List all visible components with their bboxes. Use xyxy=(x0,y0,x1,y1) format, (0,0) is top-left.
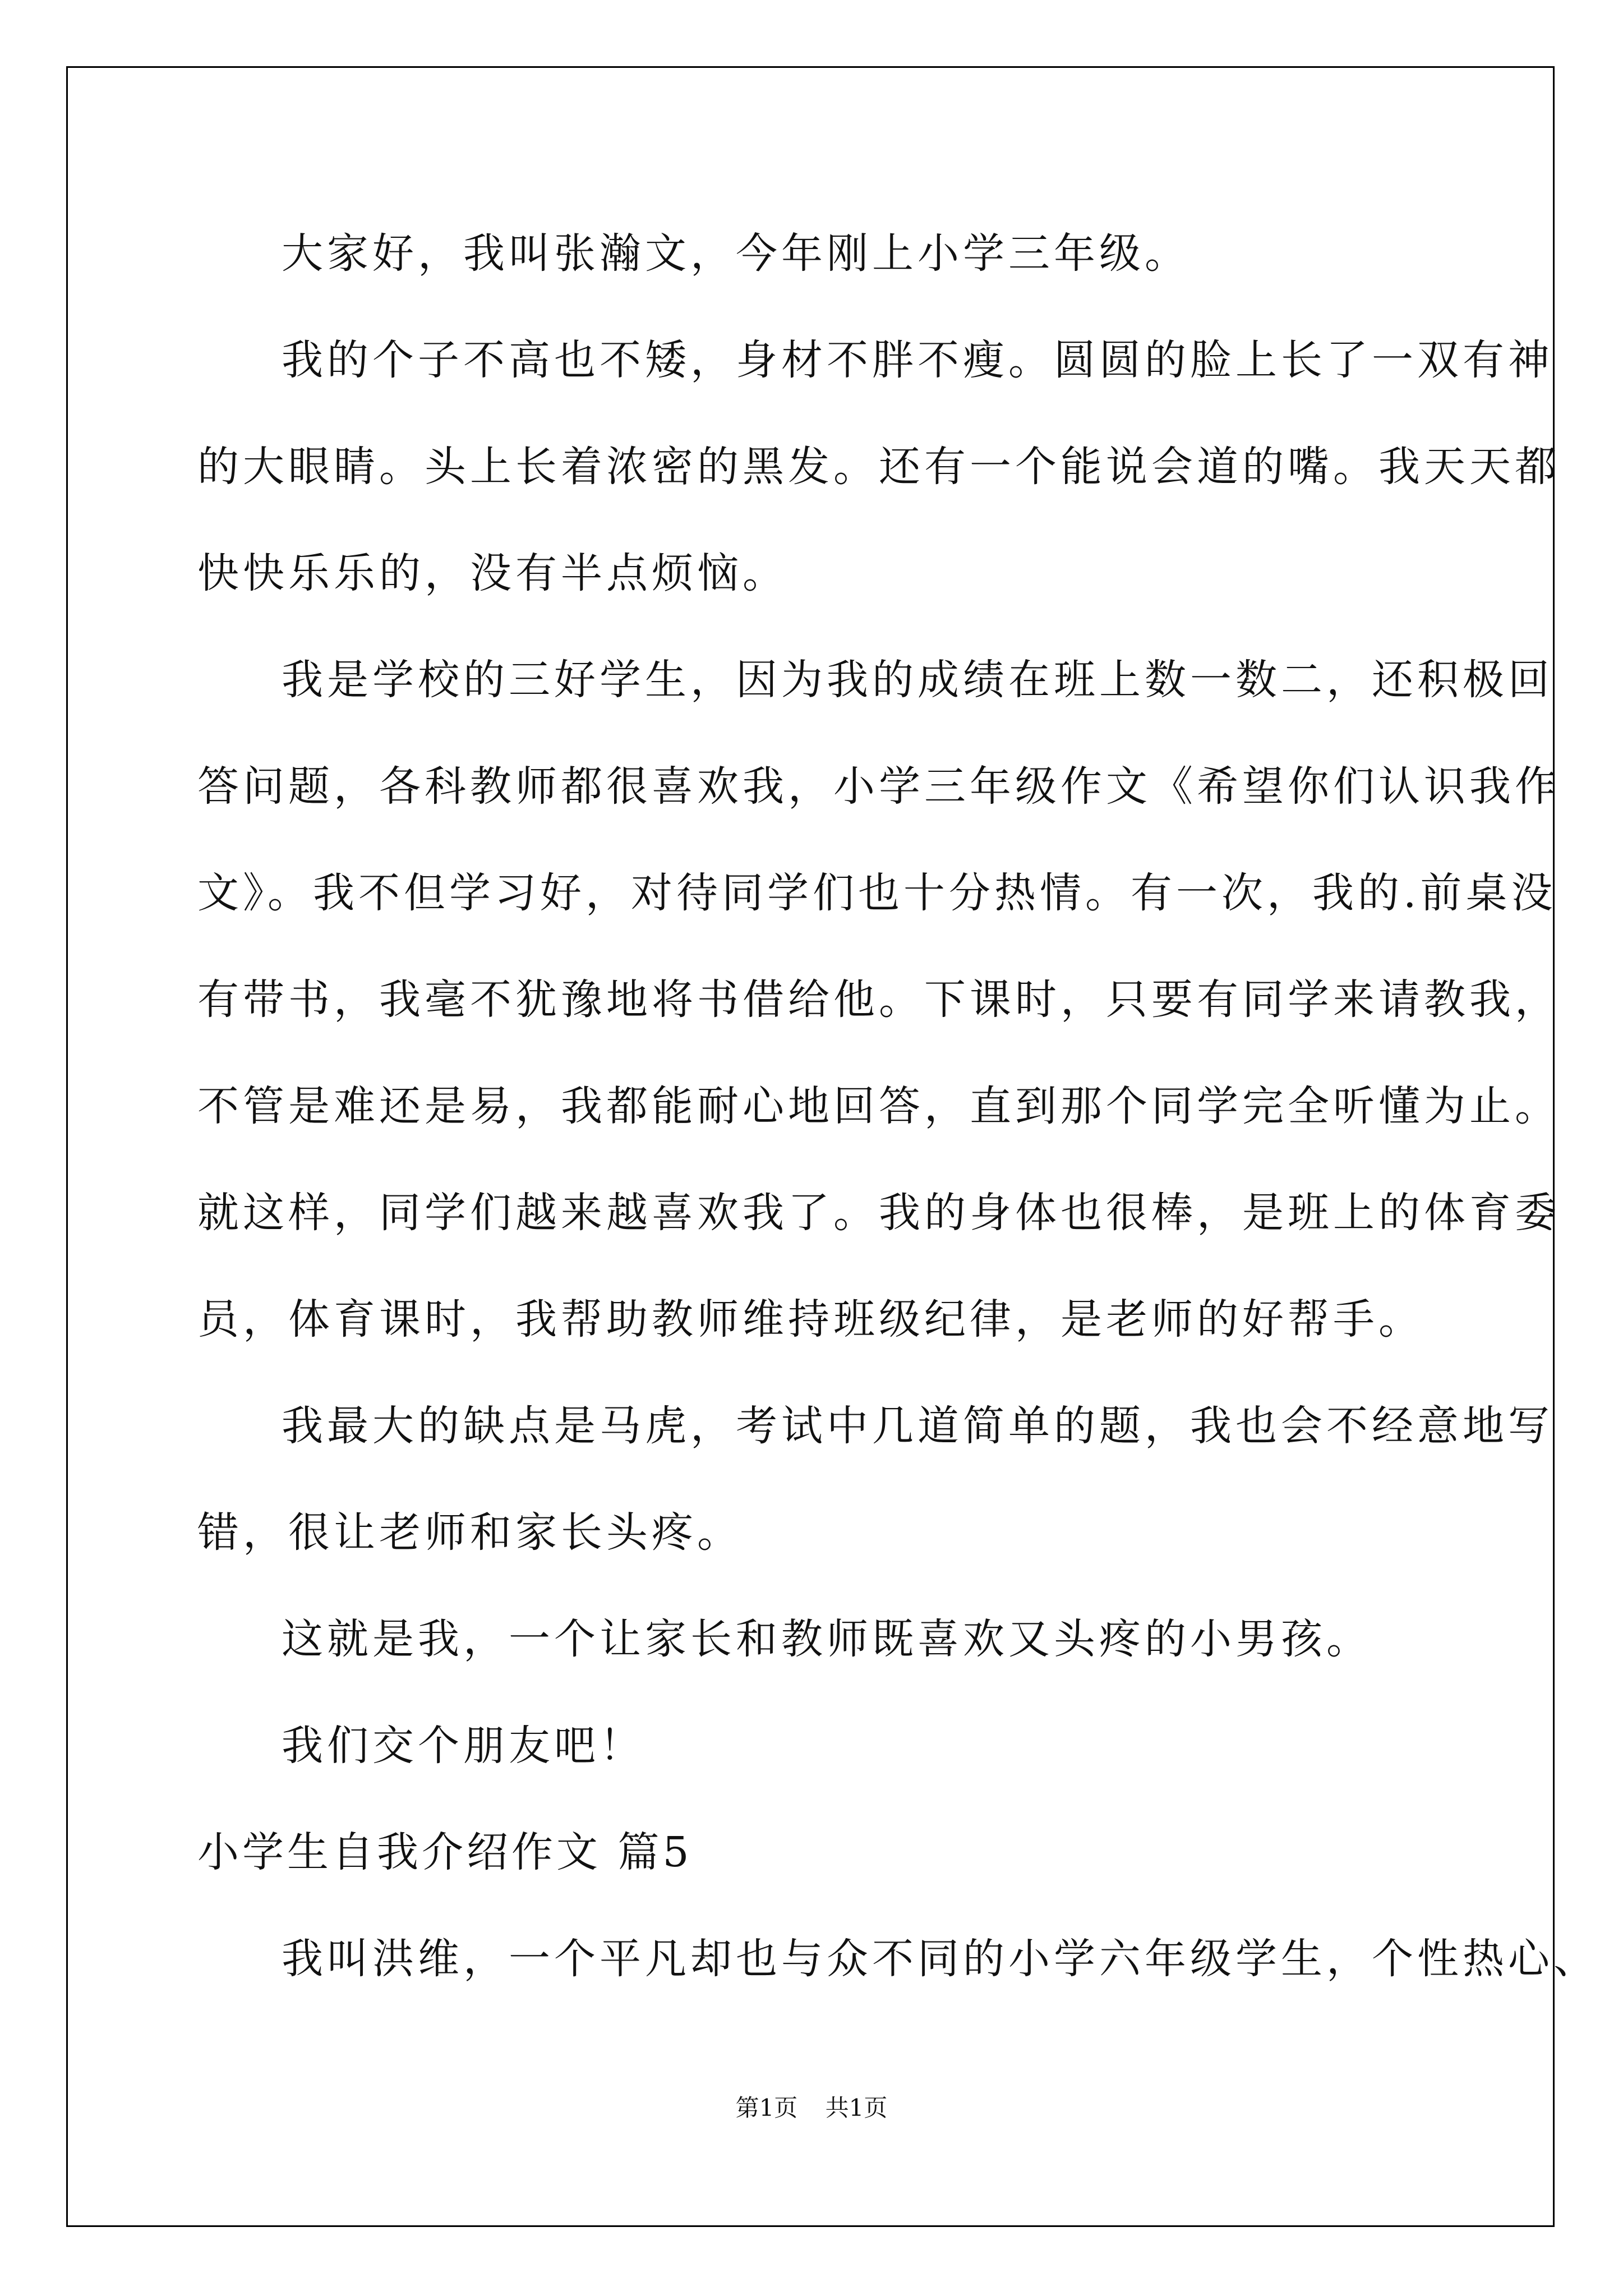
paragraph-line: 文》。我不但学习好，对待同学们也十分热情。有一次，我的.前桌没 xyxy=(197,869,1557,917)
paragraph-line: 答问题，各科教师都很喜欢我，小学三年级作文《希望你们认识我作 xyxy=(197,762,1560,811)
paragraph-line: 就这样，同学们越来越喜欢我了。我的身体也很棒，是班上的体育委 xyxy=(197,1189,1560,1237)
page-footer xyxy=(0,2091,1623,2125)
paragraph-line: 我最大的缺点是马虎，考试中几道简单的题，我也会不经意地写 xyxy=(282,1402,1553,1450)
paragraph-line: 不管是难还是易，我都能耐心地回答，直到那个同学完全听懂为止。 xyxy=(197,1082,1560,1130)
paragraph-line: 这就是我，一个让家长和教师既喜欢又头疼的小男孩。 xyxy=(282,1615,1372,1663)
paragraph-line: 的大眼睛。头上长着浓密的黑发。还有一个能说会道的嘴。我天天都 xyxy=(197,443,1560,491)
page-number: 第1页 xyxy=(735,2094,798,2122)
paragraph-line: 员，体育课时，我帮助教师维持班级纪律，是老师的好帮手。 xyxy=(197,1295,1424,1343)
paragraph-line: 我是学校的三好学生，因为我的成绩在班上数一数二，还积极回 xyxy=(282,656,1553,704)
paragraph-line: 大家好，我叫张瀚文，今年刚上小学三年级。 xyxy=(282,229,1190,278)
paragraph-line: 错，很让老师和家长头疼。 xyxy=(197,1508,743,1557)
paragraph-line: 我们交个朋友吧！ xyxy=(282,1722,645,1770)
paragraph-line: 我的个子不高也不矮，身材不胖不瘦。圆圆的脸上长了一双有神 xyxy=(282,336,1553,384)
section-heading: 小学生自我介绍作文 篇5 xyxy=(197,1828,693,1876)
paragraph-line: 有带书，我毫不犹豫地将书借给他。下课时，只要有同学来请教我， xyxy=(197,976,1560,1024)
paragraph-line: 我叫洪维，一个平凡却也与众不同的小学六年级学生，个性热心、 xyxy=(282,1935,1599,1983)
page-count: 共1页 xyxy=(825,2094,888,2122)
paragraph-line: 快快乐乐的，没有半点烦恼。 xyxy=(197,549,788,597)
